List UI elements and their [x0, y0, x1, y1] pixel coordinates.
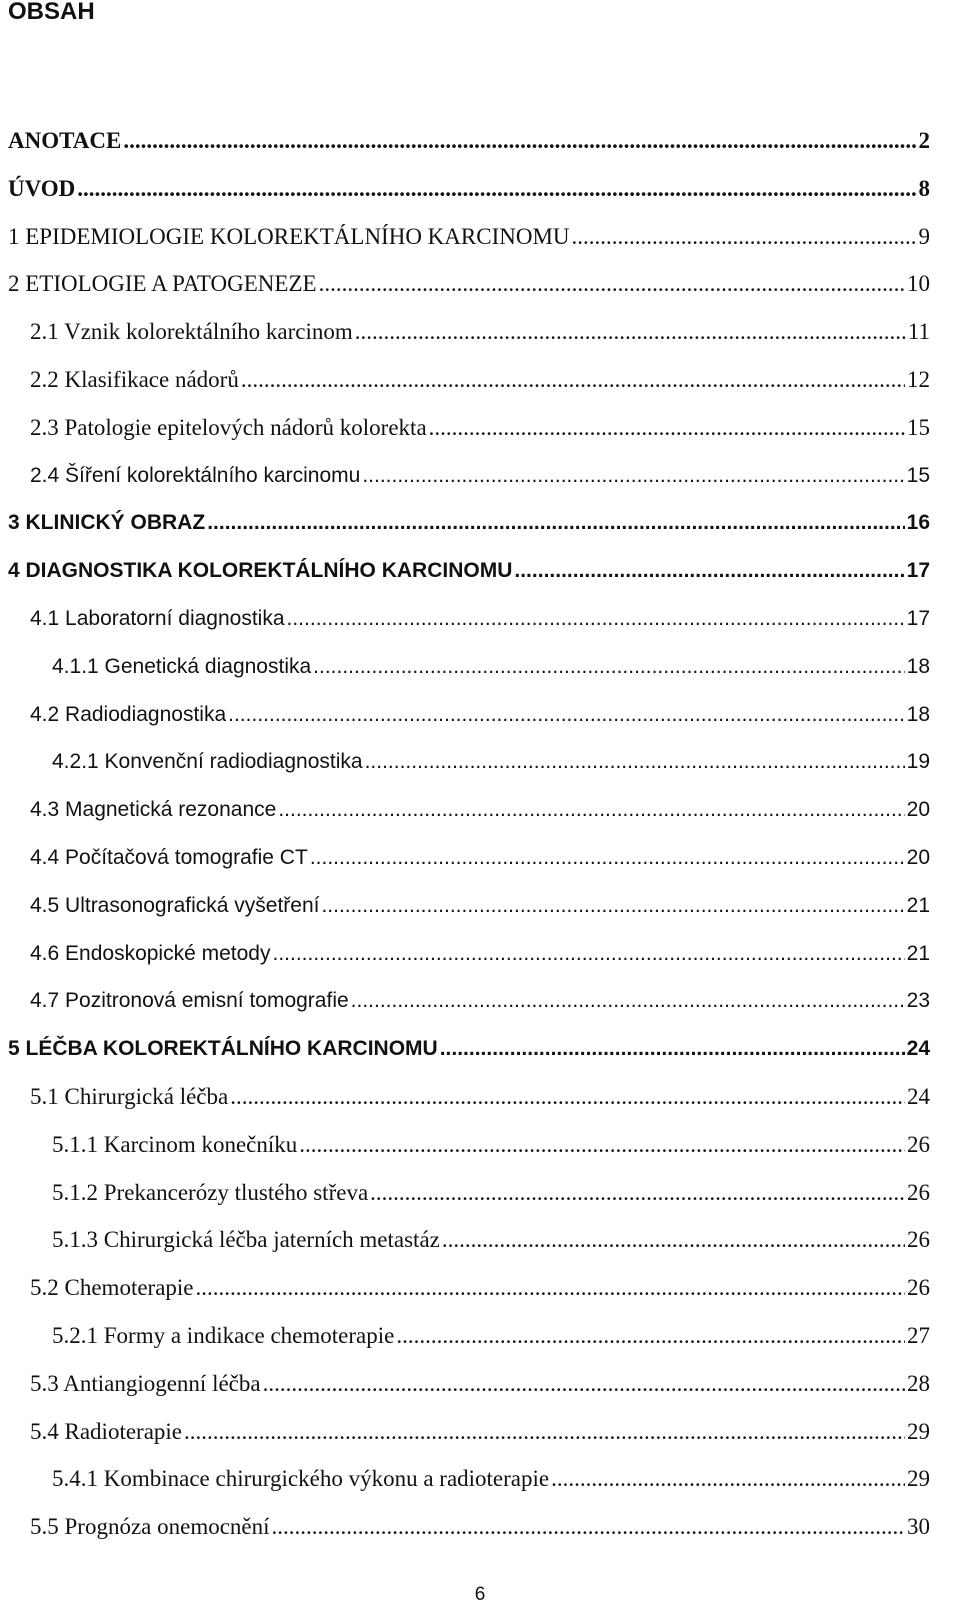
- toc-entry-title: 5.1 Chirurgická léčba: [30, 1084, 229, 1109]
- toc-entry-title: 4.6 Endoskopické metody: [30, 941, 271, 965]
- toc-entry-page: 26: [907, 1179, 930, 1205]
- toc-dot-leader: [272, 930, 904, 978]
- toc-entry[interactable]: [8, 165, 930, 213]
- toc-entry-page: 20: [906, 798, 930, 822]
- toc-entry-page: 12: [907, 367, 930, 392]
- toc-entry-title: 5.4 Radioterapie: [30, 1418, 183, 1444]
- toc-dot-leader: [442, 1216, 905, 1264]
- toc-entry[interactable]: [30, 595, 930, 643]
- toc-entry-title: 4.1 Laboratorní diagnostika: [30, 607, 285, 630]
- toc-dot-leader: [299, 1121, 905, 1169]
- toc-dot-leader: [278, 786, 904, 834]
- toc-entry-title: 4.2.1 Konvenční radiodiagnostika: [52, 750, 363, 774]
- toc-entry[interactable]: [30, 930, 930, 978]
- toc-entry-title: 4.4 Počítačová tomografie CT: [30, 846, 308, 869]
- toc-entry-title: 5.2 Chemoterapie: [30, 1275, 194, 1301]
- toc-dot-leader: [355, 308, 906, 356]
- toc-entry-title: ANOTACE: [8, 128, 122, 153]
- toc-entry[interactable]: [52, 1216, 930, 1264]
- toc-dot-leader: [321, 882, 904, 930]
- toc-entry-page: 24: [906, 1037, 930, 1061]
- toc-entry[interactable]: [30, 834, 930, 882]
- toc-dot-leader: [230, 1073, 905, 1121]
- toc-entry[interactable]: [30, 977, 930, 1025]
- toc-entry-title: 4.3 Magnetická rezonance: [30, 798, 277, 822]
- page-number: 6: [474, 1584, 486, 1605]
- toc-entry[interactable]: [30, 356, 930, 404]
- toc-dot-leader: [123, 117, 916, 165]
- toc-entry-title: 4 DIAGNOSTIKA KOLOREKTÁLNÍHO KARCINOMU: [8, 559, 513, 583]
- toc-entry[interactable]: [30, 1264, 930, 1312]
- toc-entry-title: 4.2 Radiodiagnostika: [30, 702, 227, 726]
- toc-entry[interactable]: [30, 308, 930, 356]
- toc-dot-leader: [440, 1025, 905, 1073]
- toc-entry[interactable]: [52, 643, 930, 691]
- toc-entry-title: 2.1 Vznik kolorektálního karcinom: [30, 319, 353, 345]
- toc-entry[interactable]: [30, 882, 930, 930]
- toc-entry-page: 15: [907, 414, 930, 440]
- toc-entry-page: 24: [907, 1084, 930, 1109]
- toc-dot-leader: [551, 1455, 905, 1503]
- toc-entry-page: 28: [907, 1370, 930, 1396]
- toc-entry[interactable]: [30, 404, 930, 452]
- toc-entry[interactable]: [30, 1360, 930, 1408]
- toc-entry-page: 2: [918, 128, 930, 153]
- toc-dot-leader: [287, 595, 905, 643]
- toc-entry-title: 5.1.1 Karcinom konečníku: [52, 1131, 298, 1157]
- toc-entry[interactable]: [8, 260, 930, 308]
- toc-entry[interactable]: [52, 738, 930, 786]
- toc-entry-title: 5.4.1 Kombinace chirurgického výkonu a radioterapie: [52, 1466, 550, 1492]
- toc-dot-leader: [196, 1264, 905, 1312]
- toc-entry[interactable]: [30, 452, 930, 500]
- toc-dot-leader: [429, 404, 905, 452]
- toc-entry-page: 26: [907, 1227, 930, 1253]
- toc-entry-page: 19: [906, 750, 930, 774]
- toc-entry-title: 5.5 Prognóza onemocnění: [30, 1514, 270, 1540]
- toc-entry-title: 4.1.1 Genetická diagnostika: [52, 654, 312, 678]
- toc-entry[interactable]: [30, 1408, 930, 1456]
- toc-entry-title: 4.7 Pozitronová emisní tomografie: [30, 989, 349, 1013]
- toc-entry[interactable]: [30, 1503, 930, 1551]
- toc-entry[interactable]: [8, 117, 930, 165]
- toc-entry-page: 15: [906, 463, 930, 487]
- toc-entry-title: 3 KLINICKÝ OBRAZ: [8, 511, 206, 535]
- toc-entry-page: 27: [907, 1323, 930, 1348]
- toc-entry-page: 16: [906, 511, 930, 535]
- toc-entry-page: 17: [906, 607, 930, 630]
- toc-entry[interactable]: [30, 786, 930, 834]
- toc-entry-page: 26: [907, 1275, 930, 1301]
- toc-dot-leader: [365, 738, 905, 786]
- toc-entry-page: 29: [907, 1466, 930, 1492]
- toc-dot-leader: [319, 260, 905, 308]
- toc-entry-title: 5.3 Antiangiogenní léčba: [30, 1370, 261, 1396]
- toc-dot-leader: [263, 1360, 905, 1408]
- toc-dot-leader: [310, 834, 905, 882]
- toc-dot-leader: [351, 977, 905, 1025]
- toc-entry-page: 17: [906, 559, 930, 583]
- page-title: OBSAH: [8, 0, 95, 25]
- toc-entry-page: 11: [907, 319, 930, 345]
- toc-dot-leader: [207, 499, 904, 547]
- toc-dot-leader: [272, 1503, 905, 1551]
- toc-entry-title: 4.5 Ultrasonografická vyšetření: [30, 893, 320, 917]
- toc-entry-title: 5.1.2 Prekancerózy tlustého střeva: [52, 1179, 369, 1205]
- toc-entry-page: 20: [906, 846, 930, 869]
- toc-entry-title: 2 ETIOLOGIE A PATOGENEZE: [8, 271, 317, 297]
- toc-entry-title: 2.4 Šíření kolorektálního karcinomu: [30, 463, 361, 487]
- toc-entry[interactable]: [52, 1312, 930, 1360]
- toc-dot-leader: [362, 452, 904, 500]
- toc-entry-page: 21: [906, 893, 930, 917]
- toc-entry-title: 2.2 Klasifikace nádorů: [30, 367, 239, 392]
- toc-entry[interactable]: [30, 691, 930, 739]
- toc-entry[interactable]: [8, 499, 930, 547]
- toc-entry-page: 8: [918, 175, 930, 201]
- toc-entry-title: ÚVOD: [8, 175, 76, 201]
- toc-entry-page: 18: [906, 654, 930, 678]
- toc-entry[interactable]: [8, 213, 930, 261]
- toc-entry-page: 30: [907, 1514, 930, 1540]
- toc-dot-leader: [514, 547, 904, 595]
- toc-entry-title: 5.1.3 Chirurgická léčba jaterních metastáz: [52, 1227, 440, 1253]
- toc-entry-page: 10: [907, 271, 930, 297]
- toc-entry-title: 5.2.1 Formy a indikace chemoterapie: [52, 1323, 395, 1348]
- toc-entry-page: 29: [907, 1418, 930, 1444]
- toc-dot-leader: [184, 1408, 905, 1456]
- toc-entry[interactable]: [8, 1025, 930, 1073]
- toc-entry[interactable]: [52, 1121, 930, 1169]
- toc-dot-leader: [396, 1312, 905, 1360]
- toc-dot-leader: [77, 165, 916, 213]
- toc-entry[interactable]: [52, 1169, 930, 1217]
- toc-entry-page: 23: [906, 989, 930, 1013]
- toc-entry-title: 5 LÉČBA KOLOREKTÁLNÍHO KARCINOMU: [8, 1037, 438, 1061]
- toc-dot-leader: [228, 691, 905, 739]
- toc-dot-leader: [572, 213, 917, 261]
- toc-entry-page: 18: [906, 702, 930, 726]
- toc-entry[interactable]: [8, 547, 930, 595]
- toc-entry[interactable]: [52, 1455, 930, 1503]
- toc-entry-title: 1 EPIDEMIOLOGIE KOLOREKTÁLNÍHO KARCINOMU: [8, 223, 570, 249]
- toc-entry-page: 9: [918, 223, 930, 249]
- toc-entry-page: 26: [907, 1131, 930, 1157]
- toc-dot-leader: [313, 643, 904, 691]
- toc-dot-leader: [370, 1169, 905, 1217]
- toc-dot-leader: [241, 356, 905, 404]
- toc-entry-page: 21: [906, 941, 930, 965]
- toc-entry-title: 2.3 Patologie epitelových nádorů kolorekta: [30, 414, 427, 440]
- toc-entry[interactable]: [30, 1073, 930, 1121]
